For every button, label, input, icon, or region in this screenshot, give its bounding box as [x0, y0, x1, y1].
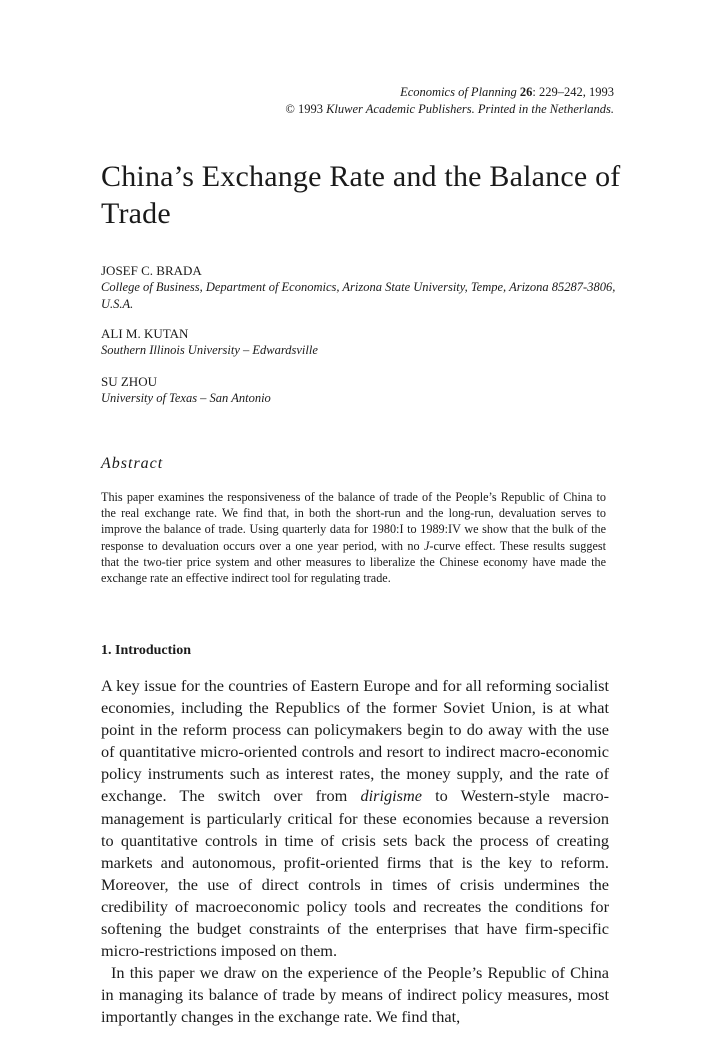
j-curve-letter: J — [423, 538, 430, 553]
journal-pages: : 229–242, 1993 — [532, 85, 614, 99]
intro-p1-part2: to Western-style macro-management is particularly critical for these economies because a reversion to quantitative controls in time of crisis sets back the process of creating markets and autonomous, profit-oriented firms that is the key to reform. Moreover, the use of direct controls in times of crisis undermines the credibility of macroeconomic policy tools and recreates the conditions for softening the budget constraints of the enterprises that have firm-specific micro-restrictions imposed on them. — [101, 786, 610, 961]
intro-paragraph-2: In this paper we draw on the experience of the People’s Republic of China in managing its balance of trade by means of indirect policy measures, most importantly changes in the exchange rate. We find that, — [101, 963, 609, 1027]
author-affiliation: Southern Illinois University – Edwardsville — [101, 343, 318, 357]
abstract-text-part1: This paper examines the responsiveness of the balance of trade of the People’s Republic of China to the real exchange rate. We find that, in both the short-run and the long-run, devaluation serves to improve the balance of trade. Using quarterly data for 1980:I to 1989:IV we show that the bulk of the response to devaluation occurs over a one year period, with no — [101, 490, 606, 553]
copyright-symbol: © — [285, 102, 295, 116]
intro-p1-part1: A key issue for the countries of Eastern Europe and for all reforming socialist economies, including the Republics of the former Soviet Union, is at what point in the reform process can policymakers begin to do away with the use of quantitative micro-oriented controls and resort to indirect macro-economic policy instruments such as interest rates, the money supply, and the rate of exchange. The switch over from — [101, 676, 609, 806]
copyright-line — [285, 101, 614, 117]
intro-paragraph-1 — [101, 675, 609, 962]
journal-volume: 26 — [519, 85, 533, 99]
paper-title: China’s Exchange Rate and the Balance of Trade — [101, 160, 621, 230]
abstract-text-part2: -curve effect. These results suggest that the two-tier price system and other measures to liberalize the Chinese economy have made the exchange rate an effective indirect tool for regulating trade. — [101, 538, 606, 586]
author-name: SU ZHOU — [101, 374, 157, 389]
author-affiliation: University of Texas – San Antonio — [101, 391, 271, 405]
copyright-year: 1993 — [297, 102, 323, 116]
journal-citation — [400, 84, 614, 100]
abstract-heading: Abstract — [101, 455, 164, 472]
author-name: JOSEF C. BRADA — [101, 263, 202, 278]
author-name: ALI M. KUTAN — [101, 326, 189, 341]
dirigisme-term: dirigisme — [360, 786, 422, 806]
abstract-text — [101, 489, 606, 586]
journal-name: Economics of Planning — [400, 85, 517, 99]
author-affiliation: College of Business, Department of Economics, Arizona State University, Tempe, Arizona 85287-3806, U.S.A. — [101, 280, 616, 311]
section-heading: 1. Introduction — [101, 643, 191, 658]
publisher-line: Kluwer Academic Publishers. Printed in the Netherlands. — [326, 102, 614, 116]
